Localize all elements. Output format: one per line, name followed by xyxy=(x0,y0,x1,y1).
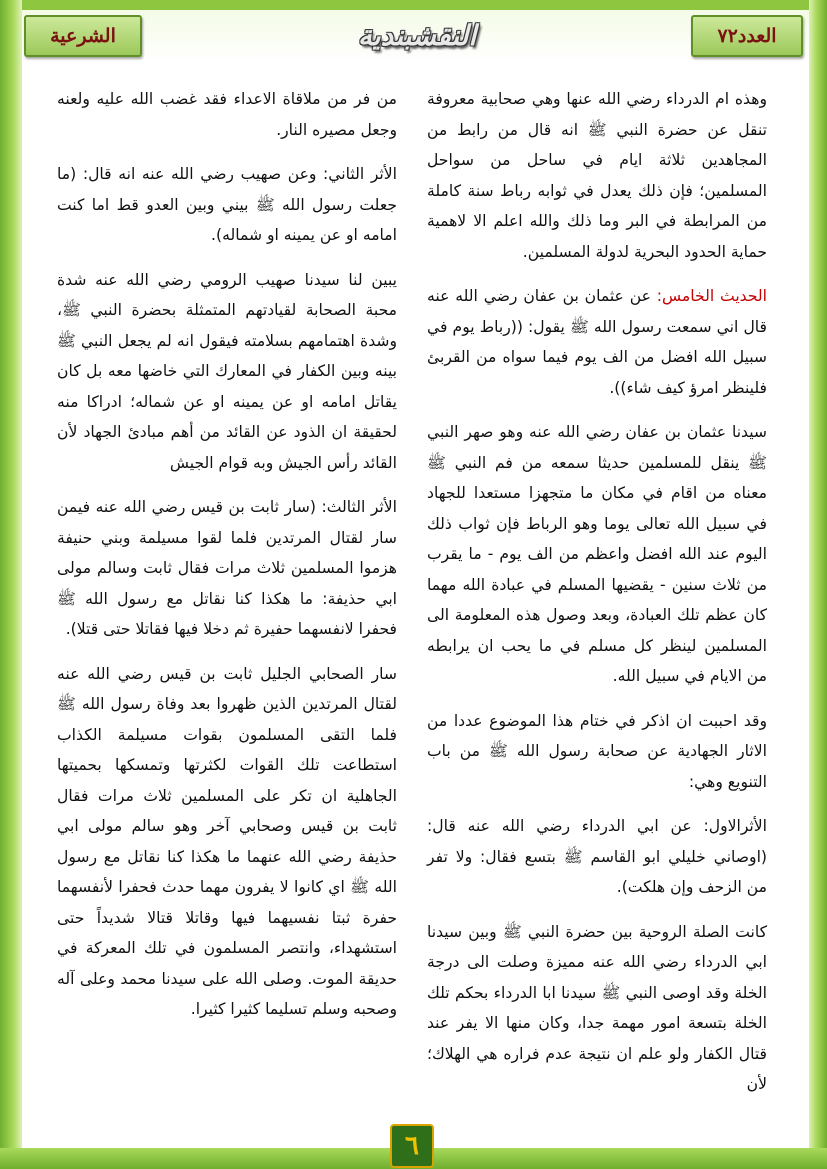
paragraph: كانت الصلة الروحية بين حضرة النبي ﷺ وبين سيدنا ابي الدرداء رضي الله عنه مميزة وصلت الى درجة الخلة وقد اوصى النبي ﷺ سيدنا ابا الدرداء بحكم تلك الخلة بتسعة امور مهمة جدا، وكان منها الا يفر عند قتال الكفار ولو علم ان نتيجة عدم فراره هي الهلاك؛ لأن xyxy=(427,922,767,1093)
left-column xyxy=(57,84,397,1039)
page-left-border xyxy=(0,0,22,1169)
hadith-text: عن عثمان بن عفان رضي الله عنه قال اني سمعت رسول الله ﷺ يقول: ((رباط يوم في سبيل الله افضل من الف يوم فيما سواه من القربئ فلينظر امرؤ كيف شاء)). xyxy=(427,287,767,397)
hadith-heading: الحديث الخامس: xyxy=(656,287,767,305)
page-top-border xyxy=(0,0,827,10)
right-column xyxy=(427,84,767,1114)
page-number: ٦ xyxy=(390,1124,434,1168)
paragraph: سار الصحابي الجليل ثابت بن قيس رضي الله عنه لقتال المرتدين الذين ظهروا بعد وفاة رسول الله ﷺ فلما التقى المسلمون بقوات مسيلمة الكذاب استطاعت تلك القوات لكثرتها وتمسكها بحميتها الجاهلية ان تكر على المسلمين ثلاث مرات فقال ثابت بن قيس وصحابي آخر وهو سالم مولى ابي حذيفة رضي الله عنهما ما هكذا كنا نقاتل مع رسول الله ﷺ اي كانوا لا يفرون مهما حدث فحفرا لأنفسهما حفرة ثبتا نفسيهما فيها وقاتلا قتالا شديداً حتى استشهداء، وانتصر المسلمون في تلك المعركة في حديقة الموت. وصلى الله على سيدنا محمد وعلى آله وصحبه وسلم تسليما كثيرا كثيرا. xyxy=(57,664,397,1018)
paragraph: سيدنا عثمان بن عفان رضي الله عنه وهو صهر النبي ﷺ ينقل للمسلمين حديثا سمعه من فم النبي ﷺ معناه من اقام في مكان ما متجهزا مستعدا للجهاد في سبيل الله تعالى يوما وهو الرباط فإن ثواب ذلك اليوم عند الله افضل واعظم من الف يوم - ما يقرب من ثلاث سنين - يقضيها المسلم في عبادة الله مهما كان عظم تلك العبادة، وبعد وصول هذه المعلومة الى المسلمين لينظر كل مسلم في ما يحب ان يرابطه من الايام في سبيل الله. xyxy=(427,423,767,685)
paragraph xyxy=(427,281,767,403)
article-body xyxy=(22,62,809,1122)
issue-number-label: العدد٧٢ xyxy=(691,15,803,57)
section-label: الشرعية xyxy=(24,15,142,57)
paragraph: وهذه ام الدرداء رضي الله عنها وهي صحابية معروفة تنقل عن حضرة النبي ﷺ انه قال من رابط من المجاهدين ثلاثة ايام في ساحل من سواحل المسلمين؛ فإن ذلك يعدل في ثوابه رباط سنة كاملة من المرابطة في البر وما ذلك والله اعلم الا لاهمية حماية الحدود البحرية لدولة المسلمين. xyxy=(427,90,767,261)
paragraph: من فر من ملاقاة الاعداء فقد غضب الله عليه ولعنه وجعل مصيره النار. xyxy=(57,90,397,139)
paragraph: وقد احببت ان اذكر في ختام هذا الموضوع عددا من الاثار الجهادية عن صحابة رسول الله ﷺ من باب التنويع وهي: xyxy=(427,711,767,791)
page-right-border xyxy=(809,0,827,1169)
paragraph: الأثر الثالث: (سار ثابت بن قيس رضي الله عنه فيمن سار لقتال المرتدين فلما لقوا مسيلمة وبني حنيفة هزموا المسلمين ثلاث مرات فقال ثابت وسالم مولى ابي حذيفة: ما هكذا كنا نقاتل مع رسول الله ﷺ فحفرا لانفسهما حفيرة ثم دخلا فيها فقاتلا حتى قتلا). xyxy=(57,498,397,638)
paragraph: الأثر الثاني: وعن صهيب رضي الله عنه انه قال: (ما جعلت رسول الله ﷺ بيني وبين العدو قط اما كنت امامه او عن يمينه او شماله). xyxy=(57,165,397,244)
page-header xyxy=(22,10,809,62)
magazine-logo: النقشبندية xyxy=(357,18,477,52)
paragraph: يبين لنا سيدنا صهيب الرومي رضي الله عنه شدة محبة الصحابة لقيادتهم المتمثلة بحضرة النبي ﷺ، وشدة اهتمامهم بسلامته فيقول انه لم يجعل النبي ﷺ بينه وبين الكفار في المعارك التي خاضها معه بل كان يقاتل امامه او عن يمينه او عن شماله؛ ادراكا منه لحقيقة ان الذود عن القائد من أهم مبادئ الجهاد لأن القائد رأس الجيش وبه قوام الجيش xyxy=(57,270,397,472)
paragraph: الأثرالاول: عن ابي الدرداء رضي الله عنه قال: (اوصاني خليلي ابو القاسم ﷺ بتسع فقال: ولا تفر من الزحف وإن هلكت). xyxy=(427,817,767,896)
